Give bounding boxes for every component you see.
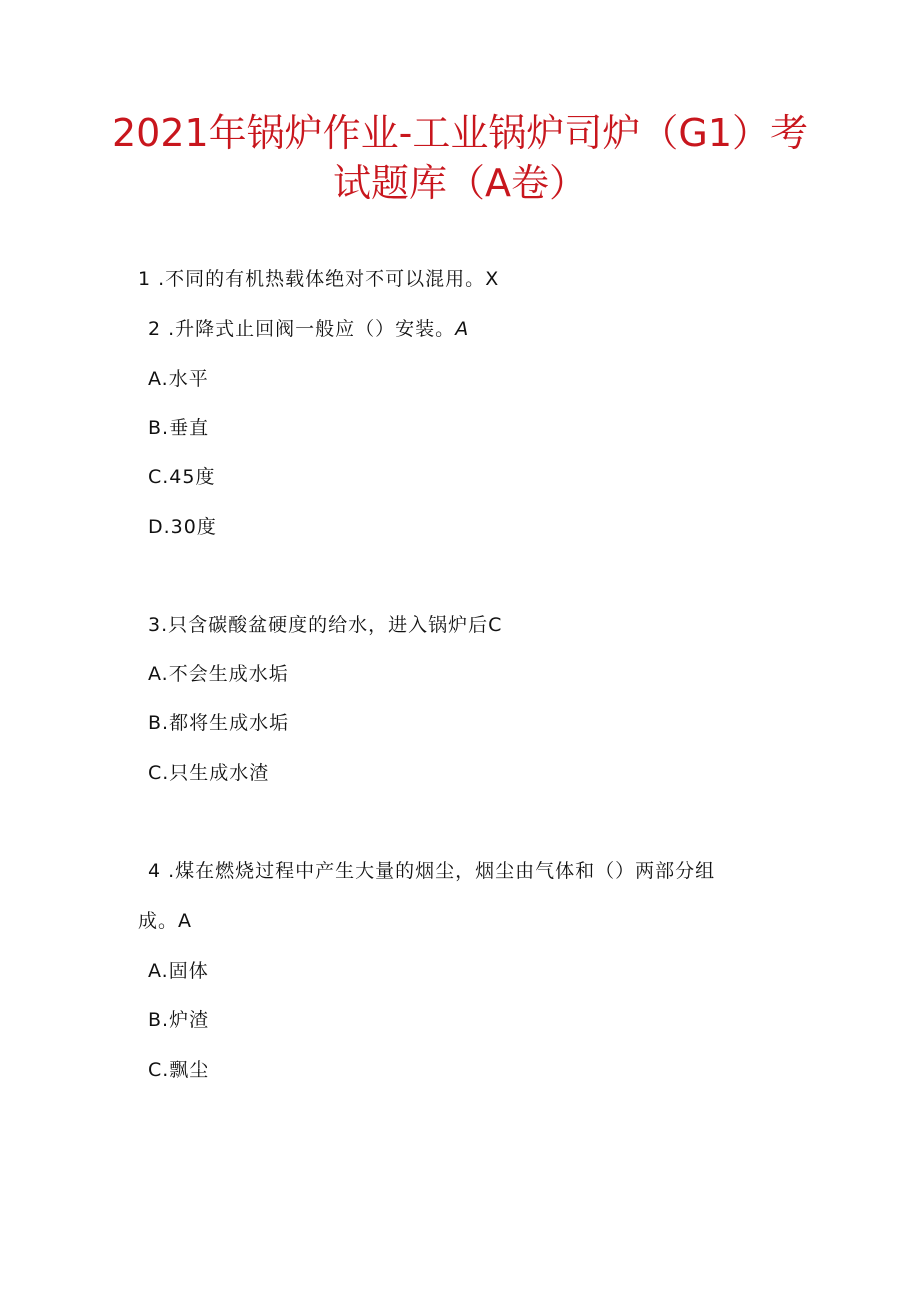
option: B.垂直 [148, 417, 210, 439]
question-text: 煤在燃烧过程中产生大量的烟尘，烟尘由气体和（）两部分组 [175, 860, 716, 882]
option: A.水平 [148, 368, 209, 390]
document-title-line1: 2021年锅炉作业-工业锅炉司炉（G1）考 [111, 111, 809, 155]
option: C.45度 [148, 466, 216, 488]
option: D.30度 [148, 516, 217, 538]
question-number: 4 . [148, 860, 176, 882]
option: A.不会生成水垢 [148, 663, 289, 685]
question-answer: X [485, 268, 500, 290]
option: C.飘尘 [148, 1059, 210, 1081]
option: B.都将生成水垢 [148, 712, 290, 734]
question-answer: A [455, 318, 470, 340]
question-text: 升降式止回阀一般应（）安装。 [175, 318, 456, 340]
question-answer: A [178, 910, 193, 932]
question-number: 2 . [148, 318, 176, 340]
document-title-line2: 试题库（A卷） [333, 161, 587, 205]
question-text: 不同的有机热载体绝对不可以混用。 [165, 268, 486, 290]
question-answer: C [488, 614, 503, 636]
option: A.固体 [148, 960, 209, 982]
question-number: 3. [148, 614, 169, 636]
question-2 [148, 316, 469, 342]
option: B.炉渣 [148, 1009, 210, 1031]
question-4 [148, 858, 715, 884]
question-text: 只含碳酸盆硬度的给水，进入锅炉后 [168, 614, 489, 636]
question-3 [148, 612, 502, 638]
question-text-continued: 成。 [138, 910, 179, 932]
question-number: 1 . [138, 268, 166, 290]
option: C.只生成水渣 [148, 762, 270, 784]
question-1 [138, 266, 499, 292]
question-4-continuation [138, 908, 192, 934]
